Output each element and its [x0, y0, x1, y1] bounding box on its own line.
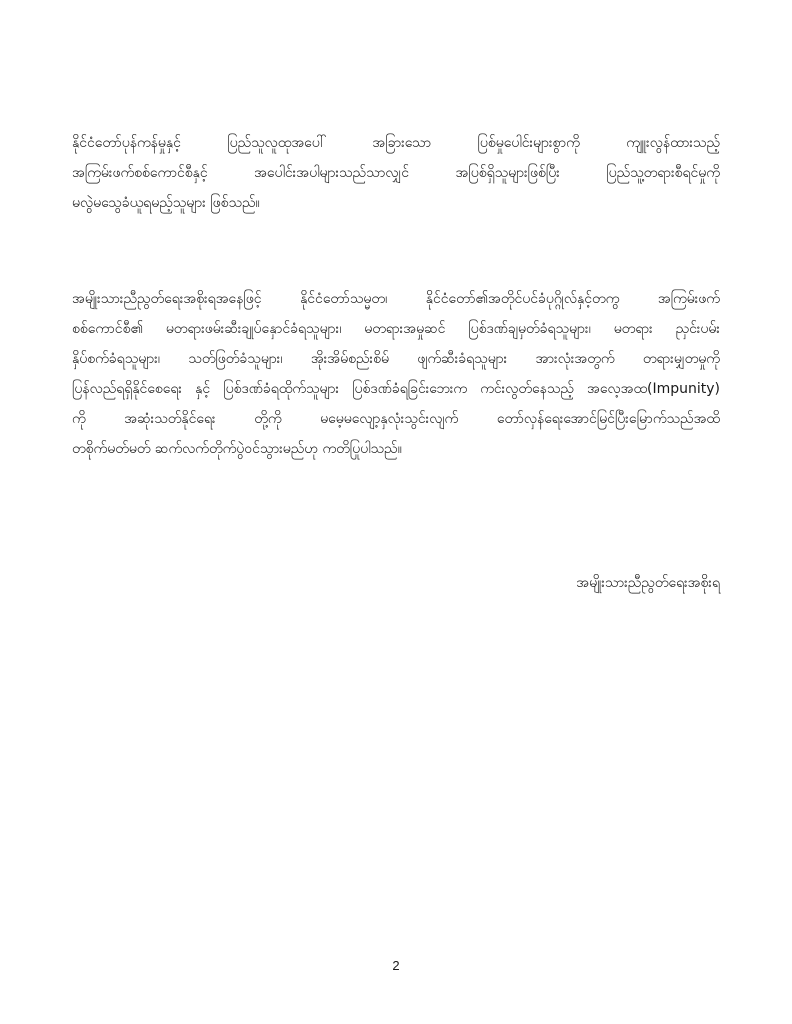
word: ပြစ်မှုပေါင်းများစွာကို: [477, 135, 580, 151]
word: အပြစ်ရှိသူများဖြစ်ပြီး: [455, 165, 560, 181]
word: ကင်းလွတ်နေသည့်: [480, 381, 574, 397]
word: နိုင်ငံတော်ပုန်ကန်မှုနှင့်: [72, 135, 181, 151]
paragraph-line: [72, 404, 720, 434]
word: တို့ကို: [254, 411, 282, 427]
word: ပြစ်ဒဏ်ခံရထိုက်သူများ: [223, 381, 340, 397]
word: နှင့်: [195, 381, 211, 397]
word: ကို: [72, 411, 86, 427]
word: အပေါင်းအပါများသည်သာလျှင်: [254, 165, 410, 181]
paragraph-line: [72, 188, 720, 218]
word: မလွဲမသွေခံယူရမည့်သူများ ဖြစ်သည်။: [72, 195, 260, 211]
word: ပြန်လည်ရရှိနိုင်စေရေး: [72, 381, 182, 397]
word: ညှင်းပမ်း: [675, 321, 720, 337]
word: နိုင်ငံတော်၏အတိုင်ပင်ခံပုဂ္ဂိုလ်နှင့်တကွ: [425, 291, 620, 307]
paragraph-line: [72, 128, 720, 158]
word: ပြစ်ဒဏ်ချမှတ်ခံရသူများ၊: [468, 321, 591, 337]
word: စစ်ကောင်စီ၏: [72, 321, 143, 337]
word: တရားမျှတမှုကို: [642, 351, 720, 367]
page-number: 2: [392, 958, 400, 973]
paragraph-1: [72, 128, 720, 218]
word: အကြမ်းဖက်စစ်ကောင်စီနှင့်: [72, 165, 208, 181]
word: အိုးအိမ်စည်းစိမ်: [310, 351, 389, 367]
word: မတရားအမှုဆင်: [364, 321, 446, 337]
word: ပြည်သူ့တရားစီရင်မှုကို: [606, 165, 720, 181]
word: မတရား: [613, 321, 653, 337]
signature: အမျိုးသားညီညွတ်ရေးအစိုးရ: [576, 575, 720, 591]
word: ကျူးလွန်ထားသည့်: [626, 135, 720, 151]
word: ပြစ်ဒဏ်ခံရခြင်းဘေးက: [352, 381, 468, 397]
word: အလေ့အထ(Impunity): [587, 381, 720, 397]
paragraph-line: [72, 344, 720, 374]
word: အဆုံးသတ်နိုင်ရေး: [124, 411, 216, 427]
word: မတရားဖမ်းဆီးချုပ်နှောင်ခံရသူများ၊: [165, 321, 342, 337]
word: အမျိုးသားညီညွတ်ရေးအစိုးရအနေဖြင့်: [72, 291, 262, 307]
word: ဖျက်ဆီးခံရသူများ: [417, 351, 508, 367]
word: အားလုံးအတွက်: [535, 351, 615, 367]
word: အခြားသော: [372, 135, 432, 151]
paragraph-line: [72, 158, 720, 188]
paragraph-line: [72, 314, 720, 344]
word: မမေ့မလျော့နှလုံးသွင်းလျက်: [320, 411, 459, 427]
paragraph-line: [72, 284, 720, 314]
paragraph-line: [72, 434, 720, 464]
word: သတ်ဖြတ်ခံသူများ၊: [188, 351, 283, 367]
word: နှိပ်စက်ခံရသူများ၊: [72, 351, 160, 367]
word: အကြမ်းဖက်: [657, 291, 720, 307]
paragraph-line: [72, 374, 720, 404]
word: နိုင်ငံတော်သမ္မတ၊: [300, 291, 388, 307]
word: တော်လှန်ရေးအောင်မြင်ပြီးမြောက်သည်အထိ: [496, 411, 720, 427]
word: ပြည်သူလူထုအပေါ်: [227, 135, 327, 151]
word: တစိုက်မတ်မတ် ဆက်လက်တိုက်ပွဲဝင်သွားမည်ဟု ကတိပြုပါသည်။: [72, 441, 402, 457]
paragraph-2: [72, 284, 720, 464]
